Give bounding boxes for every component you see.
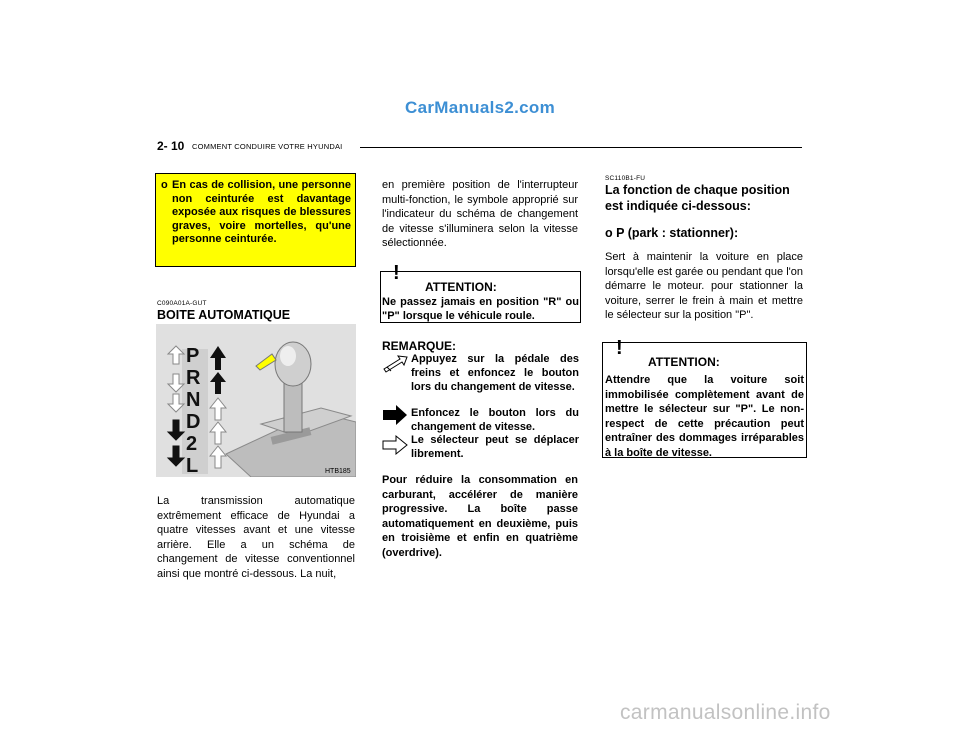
warning-exclamation-icon: ! — [393, 262, 400, 284]
gear-letter-d: D — [186, 411, 201, 433]
gear-shifter-illustration — [156, 324, 356, 477]
watermark-bottom[interactable]: carmanualsonline.info — [620, 701, 831, 724]
gear-letter-2: 2 — [186, 433, 198, 455]
fuel-economy-paragraph: Pour réduire la consommation en carburant, accélérer de manière progressive. La boîte passe automatiquement en deuxième, puis en troisième et enfin en quatrième (overdrive). — [382, 474, 578, 559]
outline-right-arrow-icon — [382, 434, 408, 456]
warning-bullet: o — [161, 179, 168, 191]
gear-letter-n: N — [186, 389, 201, 411]
attention-text-1: Ne passez jamais en position "R" ou "P" lorsque le véhicule roule. — [382, 296, 579, 322]
continued-paragraph: en première position de l'interrupteur multi-fonction, le symbole approprié sur l'indicateur du schéma de changement de vitesse s'illuminera selon la vitesse sélectionnée. — [382, 179, 578, 249]
attention-text-2: Attendre que la voiture soit immobilisée complètement avant de mettre le sélecteur sur "P". Le non-respect de cette précaution peut entraîner des dommages irréparables à la boîte de vitesse. — [605, 374, 804, 459]
solid-right-arrow-icon — [382, 404, 408, 426]
remarque-title: REMARQUE: — [382, 339, 456, 353]
page-number: 2- 10 — [157, 139, 185, 153]
figure-code: HTB185 — [325, 468, 351, 475]
section-title: COMMENT CONDUIRE VOTRE HYUNDAI — [192, 142, 343, 151]
remarque-item-1: Appuyez sur la pédale des freins et enfoncez le bouton lors du changement de vitesse. — [411, 353, 579, 393]
warning-text-block — [161, 179, 351, 247]
watermark-top[interactable]: CarManuals2.com — [405, 98, 555, 117]
gear-letter-p: P — [186, 345, 200, 367]
remarque-item-2: Enfoncez le bouton lors du changement de vitesse. — [411, 407, 579, 433]
warning-text: En cas de collision, une personne non ceinturée est davantage exposée aux risques de blessures graves, voire mortelles, qu'une personne ceinturée. — [172, 179, 351, 246]
remarque-item-3: Le sélecteur peut se déplacer librement. — [411, 434, 579, 460]
section-code: C090A01A-GUT — [157, 300, 207, 307]
outline-pen-arrow-icon — [382, 355, 408, 373]
attention-title-1: ATTENTION: — [425, 280, 497, 294]
attention-title-2: ATTENTION: — [648, 355, 720, 369]
gear-letter-r: R — [186, 367, 201, 389]
positions-heading: La fonction de chaque position est indiquée ci-dessous: — [605, 183, 790, 213]
gear-letter-l: L — [186, 455, 199, 477]
intro-paragraph: La transmission automatique extrêmement efficace de Hyundai a quatre vitesses avant et une vitesse arrière. Elle a un schéma de changement de vitesse conventionnel ainsi que montré ci-dessous. La nuit, — [157, 495, 355, 580]
section-heading: BOITE AUTOMATIQUE — [157, 308, 291, 322]
warning-exclamation-icon-2: ! — [616, 337, 623, 359]
park-paragraph: Sert à maintenir la voiture en place lorsqu'elle est garée ou pendant que l'on démarre le moteur. pour stationner la voiture, serrer le frein à main et mettre le sélecteur sur la position "P". — [605, 251, 803, 321]
park-subheading: o P (park : stationner): — [605, 226, 739, 240]
gear-shifter-figure — [156, 324, 356, 477]
header-rule — [360, 147, 802, 148]
section-code-2: SC110B1-FU — [605, 175, 646, 182]
